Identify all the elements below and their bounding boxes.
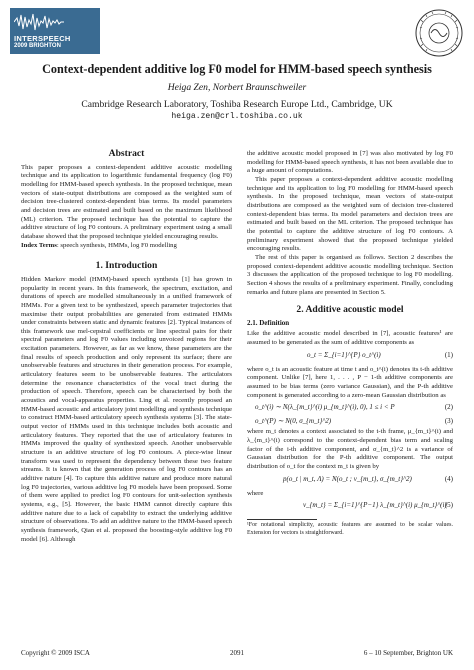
index-terms-label: Index Terms (21, 241, 57, 249)
logo-line2: 2009 BRIGHTON (14, 43, 61, 49)
after-eq3-para: where m_t denotes a context associated to the t-th frame, μ_{m_t}^(i) and λ_{m_t}^(i) correspond to the context-dependent bias term and scaling factor of the i-th additive component, and σ_{m_t}^2 is a variance of Gaussian distribution for the P-th additive component. The output distribution of o_t for the context m_t is given by (247, 428, 453, 471)
right-column (247, 150, 453, 537)
where-label: where (247, 489, 264, 497)
paper-authors: Heiga Zen, Norbert Braunschweiler (167, 82, 307, 93)
equation-2-body: o_t^(i) ∼ N(λ_{m_t}^(i) μ_{m_t}^(i), 0), 1 ≤ i < P (255, 403, 395, 412)
index-terms (21, 242, 232, 251)
equation-4 (247, 472, 453, 490)
abstract-heading: Abstract (108, 148, 145, 159)
section2-heading: 2. Additive acoustic model (296, 304, 404, 316)
equation-1-body: o_t = Σ_{i=1}^{P} o_t^(i) (307, 350, 381, 359)
abstract-body: This paper proposes a context-dependent additive acoustic modelling technique and its application to logarithmic fundamental frequency (log F0) modelling for HMM-based speech synthesis. In the proposed technique, mean vectors of state-output distributions are composed as the weighted sum of decision tree-clustered context-dependent bias terms. Its model parameters and decision trees are estimated and built based on the maximum likelihood (ML) criterion. The proposed technique has the potential to capture the additive structure of log F0 contours. A preliminary experiment using a small database showed that the proposed technique yielded encouraging results. (21, 163, 232, 240)
paper-title: Context-dependent additive log F0 model for HMM-based speech synthesis (42, 62, 432, 76)
equation-5-number: (5) (444, 501, 453, 510)
footer-conference: 6 – 10 September, Brighton UK (363, 649, 453, 657)
subsection-2-1-heading: 2.1. Definition (247, 318, 290, 327)
intro-body: Hidden Markov model (HMM)-based speech synthesis [1] has grown in popularity in recent years. In this framework, the spectrum, excitation, and durations of speech are modelled simultaneously in a unified framework of HMMs. For a given text to be synthesized, speech parameter trajectories that maximise their output probabilities are generated from estimated HMMs under constraints between static and dynamic features [2]. Typical instances of this framework use mel-cepstral coefficients or line spectral pairs for their spectral parameters and log F0 values including unvoiced regions for their excitation parameters. However, as far as we know, these parameters are the final results of speech production and only represent its surface; there are unobservable features and structures in their generation process. For example, articulatory features seem to be unobservable features. The articulators determine the resonance characteristics of the vocal tract during the production of speech. Therefore, speech can be characterised by both the acoustics and vocal-apparatus properties. Ling et al. recently proposed an HMM-based acoustic and articulatory joint modelling and synthesis technique to construct HMM-based articulatory speech synthesis systems [3]. The state-output vector of HMMs used in this technique includes both acoustic and articulatory features. They reported that the use of articulatory features in HMMs improved the quality of synthesized speech. Another unobservable structure is an additive structure of log F0 contours. A piece-wise linear transform was used to represent the dependency between these two feature streams. It is known that the generation process of log F0 contours has an additive nature [4]. To capture this additive nature and produce more natural log F0 trajectories, various additive log F0 models have been proposed. Some of them were applied to predict log F0 contours for unit-selection synthesis systems, e.g., [5]. However, the basic HMM cannot directly capture this additive nature due to a lack of capability to extract the underlying additive structure of observations. To add an additive nature to the HMM-based speech synthesis framework, Qian et al. proposed the boosting-style additive log F0 model [6]. Although (21, 275, 232, 543)
equation-1-number: (1) (444, 350, 453, 359)
equation-4-number: (4) (444, 474, 453, 483)
intro-continued-para: the additive acoustic model proposed in [7] was also motivated by log F0 modelling for HMM-based speech synthesis, it has not been available due to a huge amount of computations. (247, 150, 453, 175)
equation-2 (247, 400, 453, 414)
outline-para: The rest of this paper is organised as follows. Section 2 describes the proposed context-dependent additive acoustic modelling technique. Section 3 discusses the application of the proposed technique to log F0 modelling. Section 4 shows the results of a preliminary experiment. Finally, concluding remarks and future plans are presented in Section 5. (247, 253, 453, 296)
equation-3 (247, 414, 453, 428)
footer-copyright: Copyright © 2009 ISCA (21, 649, 90, 657)
interspeech-logo (10, 8, 100, 54)
equation-2-number: (2) (444, 403, 453, 412)
equation-5-body: ν_{m_t} = Σ_{i=1}^{P−1} λ_{m_t}^(i) μ_{m_t}^(i) (303, 501, 447, 510)
isca-seal-icon (414, 8, 464, 58)
equation-3-body: o_t^(P) ∼ N(0, σ_{m_t}^2) (255, 417, 332, 426)
paper-affiliation: Cambridge Research Laboratory, Toshiba Research Europe Ltd., Cambridge, UK (81, 99, 393, 110)
author-email: heiga.zen@crl.toshiba.co.uk (171, 112, 303, 121)
after-eq1-para: where o_t is an acoustic feature at time t and o_t^(i) denotes its t-th additive component. Unlike [7], here 1, . . . , P − 1-th additive components are assumed to be bias terms (zero variance Gaussian), and the P-th additive component is generated according to a zero-mean Gaussian distribution as (247, 365, 453, 399)
intro-heading: 1. Introduction (95, 260, 158, 272)
waveform-icon (14, 12, 64, 32)
equation-1 (247, 348, 453, 366)
footer-page-number: 2091 (230, 649, 244, 657)
left-column (21, 150, 232, 544)
definition-para: Like the additive acoustic model described in [7], acoustic features¹ are assumed to be generated as the sum of additive components as (247, 330, 453, 347)
footnote: ¹For notational simplicity, acoustic features are assumed to be scalar values. Extension for vectors is straightforward. (247, 522, 453, 536)
equation-5 (247, 498, 453, 516)
equation-3-number: (3) (444, 417, 453, 426)
proposal-para: This paper proposes a context-dependent additive acoustic modelling technique and its application to log F0 modelling for HMM-based speech synthesis. In the proposed technique, mean vectors of state-output distributions are composed as the weighted sum of decision tree-clustered context-dependent bias terms. Its model parameters and decision trees are estimated and built based on the ML criterion. The proposed technique has the potential to capture the additive structure of log F0 contours. A preliminary experiment showed that the proposed technique yielded encouraging results. (247, 175, 453, 253)
footnote-rule (247, 519, 317, 520)
logo-line1: INTERSPEECH (14, 34, 71, 43)
equation-4-body: p(o_t | m_t, Λ) = N(o_t ; ν_{m_t}, σ_{m_t}^2) (283, 474, 412, 483)
index-terms-text: : speech synthesis, HMMs, log F0 modelling (56, 241, 177, 249)
